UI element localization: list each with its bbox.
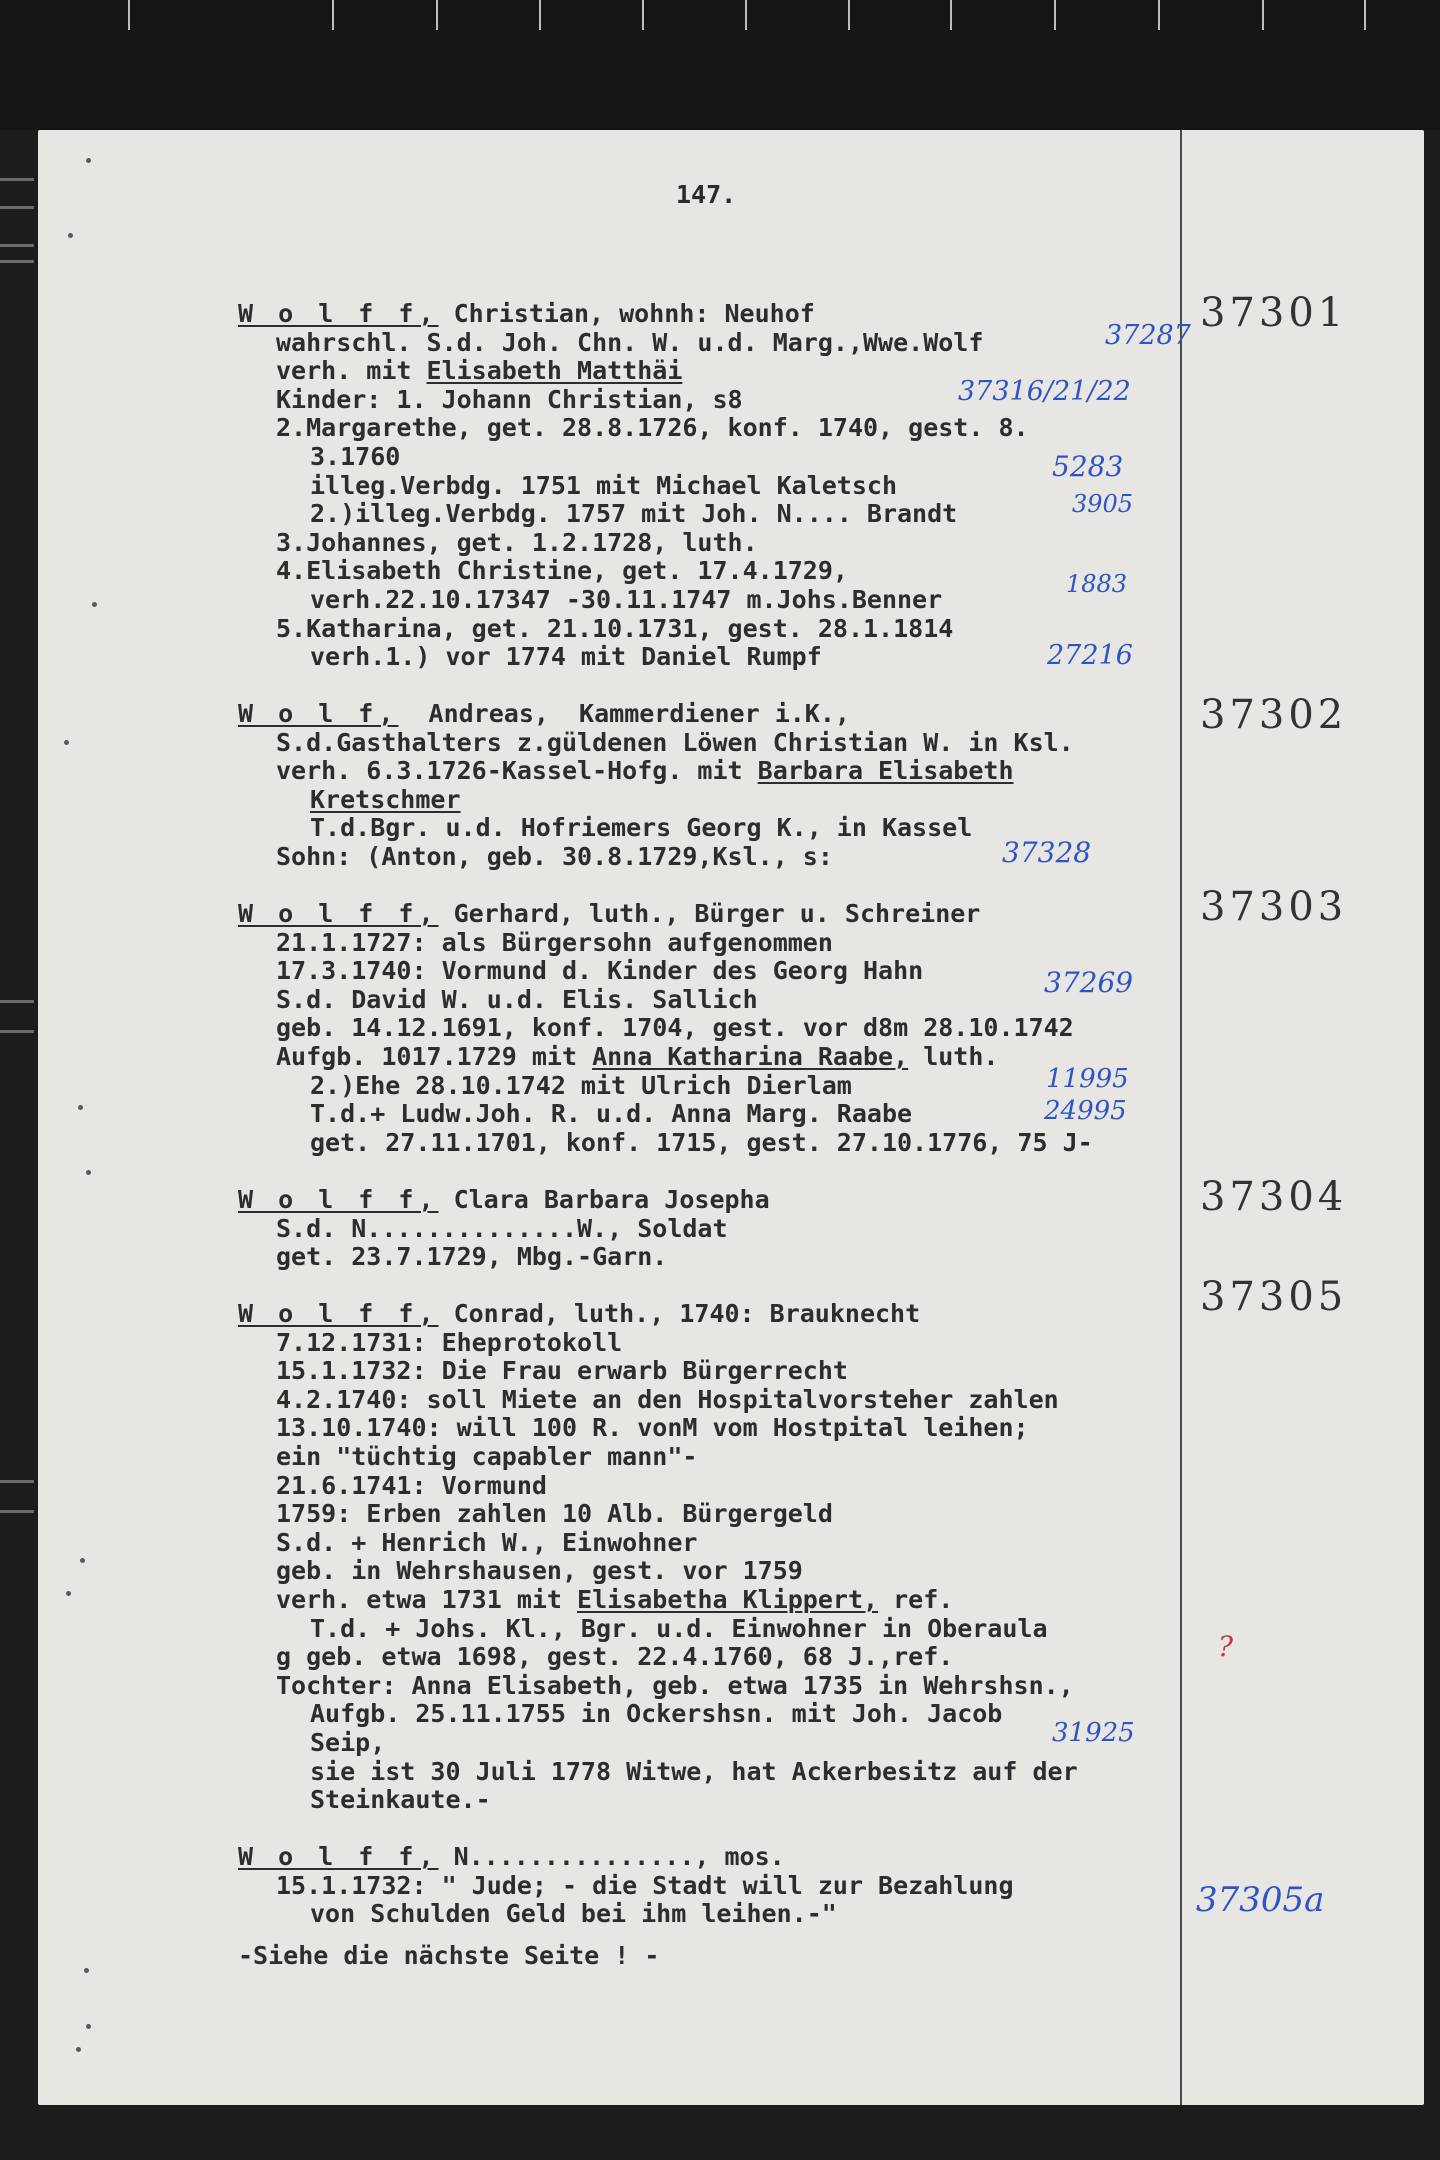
entry-line: 5.Katharina, get. 21.10.1731, gest. 28.1.1814	[276, 613, 954, 643]
given-name: Andreas, Kammerdiener i.K.,	[398, 699, 850, 728]
handwritten-note: 1883	[1066, 570, 1128, 598]
entry-line: Steinkaute.-	[310, 1785, 491, 1815]
spouse-name: Anna Katharina Raabe,	[592, 1041, 909, 1071]
record-number: 37303	[1200, 884, 1348, 930]
entry-line: T.d.Bgr. u.d. Hofriemers Georg K., in Kassel	[310, 813, 973, 843]
entry-line	[238, 786, 1074, 815]
given-name: Christian, wohnh: Neuhof	[438, 299, 815, 328]
record-entry	[238, 1843, 1014, 1929]
film-edge-mark	[0, 244, 34, 247]
punch-hole	[92, 602, 97, 607]
spouse-name: Elisabetha Klippert,	[577, 1584, 879, 1614]
handwritten-note: 37316/21/22	[958, 376, 1131, 407]
handwritten-note: 37269	[1044, 966, 1134, 999]
handwritten-note: 37287	[1105, 320, 1191, 351]
handwritten-note: 37305a	[1196, 1880, 1325, 1920]
punch-hole	[64, 740, 69, 745]
surname: W o l f f,	[238, 1842, 439, 1871]
handwritten-note: 5283	[1052, 450, 1124, 483]
given-name: Clara Barbara Josepha	[438, 1185, 770, 1214]
entry-heading	[238, 900, 1093, 929]
entry-heading	[238, 1186, 770, 1215]
entry-line: get. 27.11.1701, konf. 1715, gest. 27.10.1776, 75 J-	[310, 1127, 1093, 1157]
entry-line: verh. etwa 1731 mit Elisabetha Klippert, ref.	[276, 1584, 954, 1614]
entry-line: 21.6.1741: Vormund	[276, 1470, 547, 1500]
film-tick	[1054, 0, 1056, 30]
entry-line: 3.Johannes, get. 1.2.1728, luth.	[276, 527, 758, 557]
film-tick	[539, 0, 541, 30]
entry-line: sie ist 30 Juli 1778 Witwe, hat Ackerbesitz auf der	[310, 1756, 1078, 1786]
entry-line: geb. in Wehrshausen, gest. vor 1759	[276, 1556, 803, 1586]
entry-line: verh.22.10.17347 -30.11.1747 m.Johs.Benner	[310, 584, 943, 614]
film-tick	[436, 0, 438, 30]
handwritten-note: 11995	[1046, 1064, 1129, 1094]
entry-line: 7.12.1731: Eheprotokoll	[276, 1327, 623, 1357]
entry-line: g geb. etwa 1698, gest. 22.4.1760, 68 J.,ref.	[276, 1642, 954, 1672]
entry-line: 4.Elisabeth Christine, get. 17.4.1729,	[276, 556, 848, 586]
film-edge-mark	[0, 260, 34, 263]
record-number: 37301	[1200, 290, 1348, 336]
entry-line: 17.3.1740: Vormund d. Kinder des Georg Hahn	[276, 956, 924, 986]
handwritten-note: 3905	[1072, 490, 1134, 518]
film-edge-mark	[0, 206, 34, 209]
record-entry	[238, 300, 1029, 672]
entry-line: 2.Margarethe, get. 28.8.1726, konf. 1740, gest. 8.	[276, 413, 1029, 443]
entry-line: 2.)illeg.Verbdg. 1757 mit Joh. N.... Brandt	[310, 499, 958, 529]
punch-hole	[86, 1170, 91, 1175]
punch-hole	[76, 2047, 81, 2052]
film-edge-mark	[0, 1480, 34, 1483]
given-name: N..............., mos.	[438, 1842, 785, 1871]
surname: W o l f f,	[238, 899, 439, 928]
spouse-name: Barbara Elisabeth	[757, 756, 1014, 786]
film-tick	[1158, 0, 1160, 30]
entry-line: Kinder: 1. Johann Christian, s8	[276, 384, 743, 414]
record-number: 37305	[1200, 1274, 1348, 1320]
record-number: 37302	[1200, 692, 1348, 738]
entry-line: wahrschl. S.d. Joh. Chn. W. u.d. Marg.,Wwe.Wolf	[276, 327, 984, 357]
handwritten-note: 37328	[1002, 836, 1092, 869]
entry-line: Tochter: Anna Elisabeth, geb. etwa 1735 in Wehrshsn.,	[276, 1670, 1074, 1700]
entry-line: illeg.Verbdg. 1751 mit Michael Kaletsch	[310, 470, 897, 500]
handwritten-note: 24995	[1044, 1096, 1127, 1126]
entry-line: 1759: Erben zahlen 10 Alb. Bürgergeld	[276, 1499, 833, 1529]
film-tick	[642, 0, 644, 30]
record-entry	[238, 1186, 770, 1272]
handwritten-note: ?	[1218, 1630, 1234, 1663]
film-edge-mark	[0, 1000, 34, 1003]
entry-heading	[238, 700, 1074, 729]
entry-line: S.d.Gasthalters z.güldenen Löwen Christian W. in Ksl.	[276, 727, 1074, 757]
handwritten-note: 27216	[1047, 640, 1133, 671]
entry-line: ein "tüchtig capabler mann"-	[276, 1441, 698, 1471]
punch-hole	[66, 1591, 71, 1596]
surname: W o l f f,	[238, 1299, 439, 1328]
film-tick	[848, 0, 850, 30]
entry-line: S.d. David W. u.d. Elis. Sallich	[276, 984, 758, 1014]
film-edge-mark	[0, 178, 34, 181]
film-edge-mark	[0, 1510, 34, 1513]
film-tick	[1364, 0, 1366, 30]
entry-heading	[238, 300, 1029, 329]
entry-line: verh. 6.3.1726-Kassel-Hofg. mit Barbara Elisabeth	[276, 756, 1014, 786]
entry-line: 4.2.1740: soll Miete an den Hospitalvorsteher zahlen	[276, 1384, 1059, 1414]
record-entry	[238, 700, 1074, 872]
film-tick	[128, 0, 130, 30]
punch-hole	[86, 158, 91, 163]
spouse-name: Kretschmer	[310, 784, 461, 814]
entry-line: 3.1760	[310, 441, 401, 471]
entry-line: geb. 14.12.1691, konf. 1704, gest. vor d8m 28.10.1742	[276, 1013, 1074, 1043]
film-tick	[332, 0, 334, 30]
entry-line: T.d. + Johs. Kl., Bgr. u.d. Einwohner in Oberaula	[310, 1613, 1048, 1643]
given-name: Gerhard, luth., Bürger u. Schreiner	[438, 899, 981, 928]
given-name: Conrad, luth., 1740: Brauknecht	[438, 1299, 921, 1328]
entry-line: 2.)Ehe 28.10.1742 mit Ulrich Dierlam	[310, 1070, 852, 1100]
film-strip-top	[0, 0, 1440, 130]
surname: W o l f f,	[238, 299, 439, 328]
column-rule	[1180, 130, 1182, 2105]
entry-line: S.d. + Henrich W., Einwohner	[276, 1527, 698, 1557]
spouse-name: Elisabeth Matthäi	[426, 356, 683, 386]
entry-line: get. 23.7.1729, Mbg.-Garn.	[276, 1242, 668, 1272]
entry-line: Seip,	[310, 1727, 386, 1757]
entry-heading	[238, 1300, 1078, 1329]
page-number: 147.	[676, 180, 737, 209]
surname: W o l f,	[238, 699, 399, 728]
entry-line: Aufgb. 25.11.1755 in Ockershsn. mit Joh. Jacob	[310, 1699, 1003, 1729]
handwritten-note: 31925	[1052, 1718, 1135, 1748]
entry-line: 21.1.1727: als Bürgersohn aufgenommen	[276, 927, 833, 957]
entry-line: Sohn: (Anton, geb. 30.8.1729,Ksl., s:	[276, 841, 833, 871]
entry-line: von Schulden Geld bei ihm leihen.-"	[310, 1899, 837, 1929]
punch-hole	[84, 1968, 89, 1973]
surname: W o l f f,	[238, 1185, 439, 1214]
record-entry	[238, 1300, 1078, 1815]
entry-line: Aufgb. 1017.1729 mit Anna Katharina Raabe, luth.	[276, 1041, 999, 1071]
entry-heading	[238, 1843, 1014, 1872]
record-number: 37304	[1200, 1174, 1348, 1220]
film-tick	[950, 0, 952, 30]
entry-line: T.d.+ Ludw.Joh. R. u.d. Anna Marg. Raabe	[310, 1099, 913, 1129]
entry-line: 15.1.1732: " Jude; - die Stadt will zur Bezahlung	[276, 1870, 1014, 1900]
entry-line: 15.1.1732: Die Frau erwarb Bürgerrecht	[276, 1356, 848, 1386]
film-edge-mark	[0, 1030, 34, 1033]
punch-hole	[80, 1558, 85, 1563]
footer-note: -Siehe die nächste Seite ! -	[238, 1941, 660, 1970]
entry-line: 13.10.1740: will 100 R. vonM vom Hostpital leihen;	[276, 1413, 1029, 1443]
punch-hole	[78, 1105, 83, 1110]
film-tick	[745, 0, 747, 30]
punch-hole	[86, 2024, 91, 2029]
entry-line: S.d. N..............W., Soldat	[276, 1213, 728, 1243]
film-tick	[1262, 0, 1264, 30]
record-entry	[238, 900, 1093, 1157]
entry-line: verh.1.) vor 1774 mit Daniel Rumpf	[310, 642, 822, 672]
punch-hole	[68, 233, 73, 238]
entry-line: verh. mit Elisabeth Matthäi	[276, 356, 683, 386]
